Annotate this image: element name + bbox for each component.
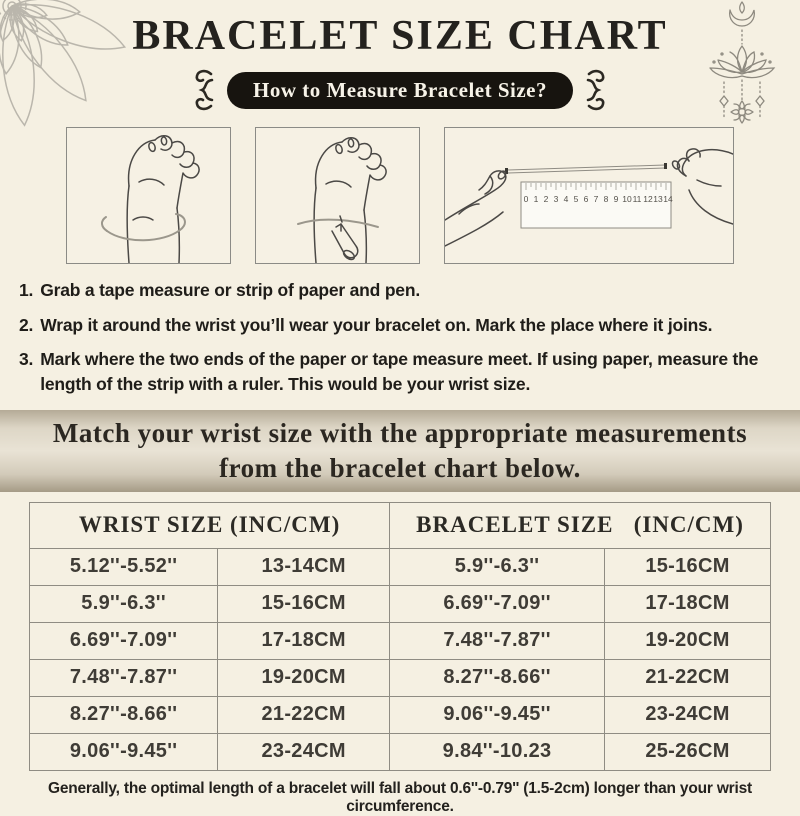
bracelet-inch-cell: 6.69''-7.09'' bbox=[390, 585, 605, 622]
svg-text:7: 7 bbox=[593, 194, 599, 205]
instruction-step-1 bbox=[19, 278, 781, 303]
svg-text:14: 14 bbox=[663, 194, 673, 205]
svg-text:5: 5 bbox=[573, 194, 579, 205]
svg-text:1: 1 bbox=[533, 194, 539, 205]
svg-text:13: 13 bbox=[653, 194, 663, 205]
wrist-cm-cell: 19-20CM bbox=[218, 659, 390, 696]
step-number: 3. bbox=[19, 349, 34, 370]
bracelet-cm-cell: 15-16CM bbox=[604, 548, 770, 585]
wrist-inch-cell: 6.69''-7.09'' bbox=[30, 622, 218, 659]
table-row bbox=[30, 733, 771, 770]
bracelet-inch-cell: 9.06''-9.45'' bbox=[390, 696, 605, 733]
illustration-wrap-tape bbox=[66, 127, 231, 264]
wrist-cm-cell: 13-14CM bbox=[218, 548, 390, 585]
right-squiggle-icon bbox=[585, 67, 611, 113]
svg-text:9: 9 bbox=[613, 194, 619, 205]
table-row bbox=[30, 548, 771, 585]
svg-text:8: 8 bbox=[603, 194, 609, 205]
left-squiggle-icon bbox=[189, 67, 215, 113]
banner-line-2: from the bracelet chart below. bbox=[219, 452, 581, 483]
wrist-inch-cell: 5.9''-6.3'' bbox=[30, 585, 218, 622]
step-text: Wrap it around the wrist you’ll wear your bracelet on. Mark the place where it joins. bbox=[40, 314, 713, 335]
bracelet-inch-cell: 5.9''-6.3'' bbox=[390, 548, 605, 585]
svg-text:12: 12 bbox=[643, 194, 653, 205]
svg-text:0: 0 bbox=[523, 194, 529, 205]
svg-text:3: 3 bbox=[553, 194, 559, 205]
subtitle-pill: How to Measure Bracelet Size? bbox=[227, 72, 573, 109]
bracelet-size-header: BRACELET SIZE (INC/CM) bbox=[390, 502, 771, 548]
svg-text:4: 4 bbox=[563, 194, 569, 205]
wrist-cm-cell: 17-18CM bbox=[218, 622, 390, 659]
wrist-inch-cell: 9.06''-9.45'' bbox=[30, 733, 218, 770]
step-number: 1. bbox=[19, 280, 34, 301]
illustration-mark-pen bbox=[255, 127, 420, 264]
table-header-row bbox=[30, 502, 771, 548]
page-title: BRACELET SIZE CHART bbox=[132, 13, 668, 59]
svg-text:11: 11 bbox=[632, 194, 642, 205]
wrist-inch-cell: 5.12''-5.52'' bbox=[30, 548, 218, 585]
instruction-step-2 bbox=[19, 313, 781, 338]
ruler-numbers bbox=[524, 194, 673, 204]
step-text: Grab a tape measure or strip of paper and pen. bbox=[40, 280, 420, 301]
step-number: 2. bbox=[19, 314, 34, 335]
subtitle-row bbox=[0, 67, 800, 113]
table-row bbox=[30, 585, 771, 622]
wrist-cm-cell: 23-24CM bbox=[218, 733, 390, 770]
bracelet-inch-cell: 7.48''-7.87'' bbox=[390, 622, 605, 659]
bracelet-cm-cell: 19-20CM bbox=[604, 622, 770, 659]
table-row bbox=[30, 659, 771, 696]
instruction-step-3 bbox=[19, 347, 781, 398]
banner-line-1: Match your wrist size with the appropriate measurements bbox=[52, 417, 748, 448]
match-size-banner bbox=[0, 410, 800, 492]
table-row bbox=[30, 696, 771, 733]
wrist-inch-cell: 8.27''-8.66'' bbox=[30, 696, 218, 733]
size-table bbox=[29, 502, 771, 771]
svg-text:10: 10 bbox=[622, 194, 632, 205]
footer-note: Generally, the optimal length of a bracelet will fall about 0.6''-0.79'' (1.5-2cm) longer than your wrist circumference. bbox=[47, 779, 753, 815]
bracelet-inch-cell: 9.84''-10.23 bbox=[390, 733, 605, 770]
bracelet-cm-cell: 21-22CM bbox=[604, 659, 770, 696]
svg-text:6: 6 bbox=[583, 194, 589, 205]
bracelet-cm-cell: 23-24CM bbox=[604, 696, 770, 733]
table-row bbox=[30, 622, 771, 659]
wrist-inch-cell: 7.48''-7.87'' bbox=[30, 659, 218, 696]
illustration-ruler-measure bbox=[444, 127, 734, 264]
wrist-size-header: WRIST SIZE (INC/CM) bbox=[30, 502, 390, 548]
wrist-cm-cell: 21-22CM bbox=[218, 696, 390, 733]
wrist-cm-cell: 15-16CM bbox=[218, 585, 390, 622]
step-text: Mark where the two ends of the paper or tape measure meet. If using paper, measure the length of the strip with a ruler. This would be your wrist size. bbox=[40, 349, 759, 395]
instructions-list bbox=[19, 278, 781, 398]
svg-text:2: 2 bbox=[543, 194, 549, 205]
illustration-row bbox=[0, 127, 800, 264]
bracelet-cm-cell: 17-18CM bbox=[604, 585, 770, 622]
bracelet-cm-cell: 25-26CM bbox=[604, 733, 770, 770]
bracelet-inch-cell: 8.27''-8.66'' bbox=[390, 659, 605, 696]
